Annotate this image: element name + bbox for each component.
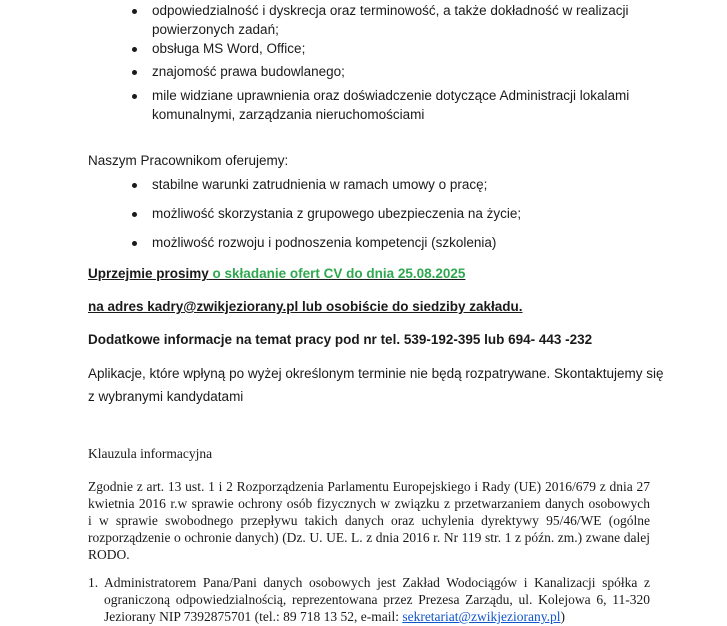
bullet-icon (132, 241, 137, 246)
deadline-highlight: o składanie ofert CV do dnia 25.08.2025 (208, 266, 466, 281)
bullet-icon (132, 9, 137, 14)
bullet-icon (132, 183, 137, 188)
clause-item-text: Jeziorany NIP 7392875701 (tel.: 89 718 13 52, e-mail: (104, 609, 403, 624)
contact-info: Dodatkowe informacje na temat pracy pod nr tel. 539-192-395 lub 694- 443 -232 (88, 332, 593, 347)
list-item: stabilne warunki zatrudnienia w ramach umowy o pracę; (152, 177, 488, 192)
application-note-continuation: z wybranymi kandydatami (88, 389, 244, 404)
bullet-icon (132, 212, 137, 217)
offer-heading: Naszym Pracownikom oferujemy: (88, 153, 289, 168)
bullet-icon (132, 70, 137, 75)
clause-title: Klauzula informacyjna (88, 446, 213, 461)
clause-line: kwietnia 2016 r.w sprawie ochrony osób fizycznych w związku z przetwarzaniem danych osobowych (88, 496, 650, 511)
clause-item-line: ograniczoną odpowiedzialnością, reprezentowana przez Prezesa Zarządu, ul. Kolejowa 6, 11-320 (104, 592, 650, 607)
list-item-continuation: komunalnymi, zarządzania nieruchomościami (152, 107, 425, 122)
list-item: możliwość skorzystania z grupowego ubezpieczenia na życie; (152, 206, 522, 221)
bullet-icon (132, 94, 137, 99)
list-item: obsługa MS Word, Office; (152, 41, 306, 56)
clause-item-number: 1. (88, 575, 99, 590)
request-prefix: Uprzejmie prosimy (88, 266, 209, 281)
clause-item-line: Administratorem Pana/Pani danych osobowych jest Zakład Wodociągów i Kanalizacji spółka z (104, 575, 650, 590)
application-note: Aplikacje, które wpłyną po wyżej określonym terminie nie będą rozpatrywane. Skontaktujemy się (88, 366, 664, 381)
application-deadline (88, 264, 465, 283)
clause-item-text: ) (560, 609, 565, 624)
list-item: znajomość prawa budowlanego; (152, 64, 345, 79)
clause-item-line (104, 608, 565, 626)
list-item: mile widziane uprawnienia oraz doświadczenie dotyczące Administracji lokalami (152, 88, 630, 103)
list-item-continuation: powierzonych zadań; (152, 22, 279, 37)
application-address: na adres kadry@zwikjeziorany.pl lub osobiście do siedziby zakładu. (88, 299, 523, 314)
clause-line: Zgodnie z art. 13 ust. 1 i 2 Rozporządzenia Parlamentu Europejskiego i Rady (UE) 2016/679 z dnia 27 (88, 479, 650, 494)
list-item: odpowiedzialność i dyskrecja oraz terminowość, a także dokładność w realizacji (152, 3, 629, 18)
clause-line: rozporządzenie o ochronie danych) (Dz. U. UE. L. z dnia 2016 r. Nr 119 str. 1 z późn. zm.) zwane dalej (88, 530, 650, 545)
bullet-icon (132, 47, 137, 52)
email-link[interactable]: sekretariat@zwikjeziorany.pl (402, 609, 561, 624)
clause-line: i w sprawie swobodnego przepływu takich danych oraz uchylenia dyrektywy 95/46/WE (ogólne (88, 513, 650, 528)
clause-line: RODO. (88, 547, 130, 562)
list-item: możliwość rozwoju i podnoszenia kompetencji (szkolenia) (152, 235, 497, 250)
